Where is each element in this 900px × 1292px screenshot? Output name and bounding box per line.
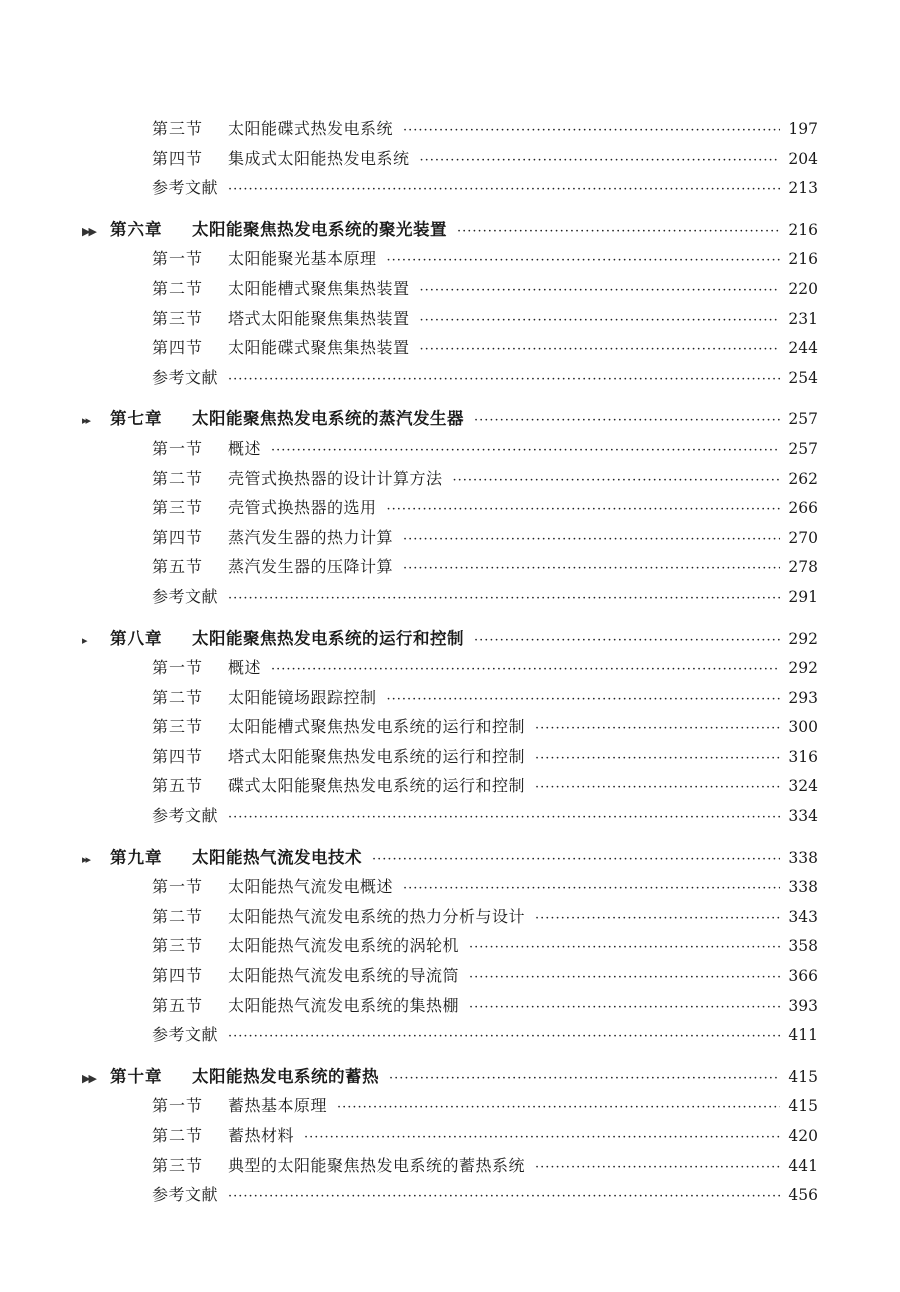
toc-entry-title: 概述 — [228, 658, 262, 678]
toc-references-row — [0, 801, 900, 831]
toc-entry-title: 太阳能聚焦热发电系统的运行和控制 — [192, 628, 464, 648]
toc-page-number: 324 — [788, 777, 818, 796]
toc-section-row — [0, 523, 900, 553]
dot-leader — [271, 436, 780, 466]
toc-chapter-row — [0, 404, 900, 434]
toc-section-row — [0, 653, 900, 683]
dot-leader — [474, 406, 780, 436]
toc-page-number: 338 — [788, 848, 818, 867]
toc-section-row — [0, 771, 900, 801]
dot-leader — [271, 655, 780, 685]
toc-references-row — [0, 363, 900, 393]
toc-entry-title: 太阳能槽式聚焦集热装置 — [228, 278, 410, 298]
dot-leader — [420, 146, 780, 176]
dot-leader — [304, 1123, 780, 1153]
toc-entry-number: 第二节 — [152, 687, 204, 707]
toc-page-number: 393 — [788, 996, 818, 1015]
dot-leader — [453, 466, 780, 496]
toc-entry-title: 典型的太阳能聚焦热发电系统的蓄热系统 — [228, 1155, 526, 1175]
toc-page-number: 343 — [788, 907, 818, 926]
dot-leader — [228, 1182, 780, 1212]
toc-entry-title: 集成式太阳能热发电系统 — [228, 148, 410, 168]
toc-section-row — [0, 274, 900, 304]
dot-leader — [420, 276, 780, 306]
dot-leader — [337, 1093, 780, 1123]
toc-page-number: 216 — [788, 250, 818, 269]
toc-page-number: 358 — [788, 937, 818, 956]
dot-leader — [387, 685, 780, 715]
toc-section-row — [0, 144, 900, 174]
toc-page-number: 216 — [788, 220, 818, 239]
toc-references-row — [0, 1180, 900, 1210]
toc-section-row — [0, 114, 900, 144]
toc-section-row — [0, 333, 900, 363]
chapter-arrow-icon: ▸▸ — [82, 852, 90, 866]
toc-entry-number: 第五节 — [152, 776, 204, 796]
toc-section-row — [0, 683, 900, 713]
toc-entry-title: 蒸汽发生器的压降计算 — [228, 557, 394, 577]
toc-entry-number: 第一节 — [152, 249, 204, 269]
toc-entry-number: 第三节 — [152, 717, 204, 737]
toc-page-number: 415 — [788, 1067, 818, 1086]
dot-leader — [228, 1022, 780, 1052]
toc-entry-number: 第一节 — [152, 877, 204, 897]
toc-section-row — [0, 872, 900, 902]
toc-entry-title: 太阳能热气流发电概述 — [228, 877, 394, 897]
dot-leader — [403, 554, 780, 584]
toc-section-row — [0, 991, 900, 1021]
toc-entry-number: 第二节 — [152, 1126, 204, 1145]
dot-leader — [535, 714, 780, 744]
dot-leader — [469, 993, 780, 1023]
toc-entry-title: 参考文献 — [152, 178, 219, 198]
toc-entry-title: 参考文献 — [152, 806, 219, 826]
toc-page-number: 292 — [788, 659, 818, 678]
toc-entry-title: 塔式太阳能聚焦集热装置 — [228, 308, 410, 328]
toc-entry-number: 第四节 — [152, 338, 204, 358]
toc-page-number: 197 — [788, 120, 818, 138]
toc-entry-title: 概述 — [228, 438, 262, 458]
toc-entry-number: 第六章 — [110, 219, 163, 239]
toc-page-number: 411 — [788, 1026, 818, 1045]
toc-page-number: 220 — [788, 279, 818, 298]
toc-entry-title: 太阳能聚焦热发电系统的聚光装置 — [192, 219, 447, 239]
toc-page-number: 292 — [788, 629, 818, 648]
toc-page-number: 420 — [788, 1127, 818, 1145]
dot-leader — [420, 306, 780, 336]
toc-page-number: 244 — [788, 339, 818, 358]
dot-leader — [474, 626, 780, 656]
dot-leader — [387, 246, 780, 276]
toc-chapter-row — [0, 624, 900, 654]
dot-leader — [403, 525, 780, 555]
dot-leader — [389, 1064, 780, 1094]
toc-page-number: 278 — [788, 558, 818, 577]
toc-entry-title: 太阳能热气流发电系统的集热棚 — [228, 995, 460, 1015]
toc-page-number: 415 — [788, 1097, 818, 1116]
toc-section-row — [0, 742, 900, 772]
toc-section-row — [0, 464, 900, 494]
toc-entry-title: 参考文献 — [152, 586, 219, 606]
toc-page-number: 441 — [788, 1156, 818, 1175]
dot-leader — [387, 495, 780, 525]
chapter-arrow-icon: ▶▶ — [82, 1071, 95, 1085]
toc-entry-number: 第三节 — [152, 119, 204, 138]
toc-page-number: 254 — [788, 368, 818, 387]
toc-page-number: 257 — [788, 410, 818, 429]
toc-entry-title: 太阳能碟式热发电系统 — [228, 119, 394, 138]
toc-entry-number: 第四节 — [152, 148, 204, 168]
toc-entry-number: 第三节 — [152, 498, 204, 518]
toc-entry-number: 第五节 — [152, 557, 204, 577]
toc-page-number: 270 — [788, 528, 818, 547]
dot-leader — [535, 773, 780, 803]
toc-page-number: 291 — [788, 587, 818, 606]
toc-section-row — [0, 902, 900, 932]
toc-section-row — [0, 304, 900, 334]
dot-leader — [403, 874, 780, 904]
toc-entry-title: 太阳能热发电系统的蓄热 — [192, 1066, 379, 1086]
toc-page-number: 293 — [788, 688, 818, 707]
chapter-arrow-icon: ▸▸ — [82, 414, 90, 428]
toc-page-number: 231 — [788, 309, 818, 328]
toc-entry-title: 壳管式换热器的选用 — [228, 498, 377, 518]
toc-entry-title: 太阳能热气流发电系统的涡轮机 — [228, 936, 460, 956]
toc-entry-number: 第三节 — [152, 936, 204, 956]
toc-entry-number: 第一节 — [152, 658, 204, 678]
toc-entry-number: 第一节 — [152, 438, 204, 458]
toc-entry-number: 第五节 — [152, 995, 204, 1015]
toc-entry-title: 蒸汽发生器的热力计算 — [228, 527, 394, 547]
toc-entry-number: 第三节 — [152, 308, 204, 328]
dot-leader — [535, 904, 780, 934]
table-of-contents — [0, 114, 900, 1210]
toc-page-number: 338 — [788, 878, 818, 897]
toc-page-number: 266 — [788, 499, 818, 518]
toc-entry-title: 太阳能聚焦热发电系统的蒸汽发生器 — [192, 409, 464, 429]
toc-references-row — [0, 582, 900, 612]
toc-entry-number: 第七章 — [110, 409, 163, 429]
toc-entry-number: 第三节 — [152, 1155, 204, 1175]
toc-section-row — [0, 493, 900, 523]
toc-section-row — [0, 931, 900, 961]
toc-entry-title: 太阳能热气流发电技术 — [192, 847, 362, 867]
dot-leader — [469, 933, 780, 963]
dot-leader — [228, 803, 780, 833]
toc-entry-title: 太阳能热气流发电系统的热力分析与设计 — [228, 906, 526, 926]
toc-entry-number: 第二节 — [152, 278, 204, 298]
dot-leader — [228, 584, 780, 614]
toc-page-number: 366 — [788, 967, 818, 986]
toc-entry-number: 第十章 — [110, 1066, 163, 1086]
toc-page-number: 262 — [788, 469, 818, 488]
toc-entry-title: 壳管式换热器的设计计算方法 — [228, 468, 443, 488]
toc-entry-title: 太阳能镜场跟踪控制 — [228, 687, 377, 707]
toc-section-row — [0, 434, 900, 464]
toc-section-row — [0, 552, 900, 582]
dot-leader — [535, 744, 780, 774]
toc-entry-title: 太阳能碟式聚焦集热装置 — [228, 338, 410, 358]
toc-entry-number: 第四节 — [152, 966, 204, 986]
toc-entry-title: 参考文献 — [152, 367, 219, 387]
toc-entry-title: 碟式太阳能聚焦热发电系统的运行和控制 — [228, 776, 526, 796]
toc-page-number: 300 — [788, 718, 818, 737]
dot-leader — [469, 963, 780, 993]
toc-page-number: 456 — [788, 1186, 818, 1205]
dot-leader — [228, 365, 780, 395]
chapter-arrow-icon: ▸ — [82, 633, 86, 647]
toc-entry-title: 太阳能槽式聚焦热发电系统的运行和控制 — [228, 717, 526, 737]
toc-chapter-row — [0, 1062, 900, 1092]
toc-chapter-row — [0, 843, 900, 873]
chapter-arrow-icon: ▶▶ — [82, 224, 95, 238]
toc-page-number: 204 — [788, 149, 818, 168]
toc-section-row — [0, 1151, 900, 1181]
toc-entry-number: 第二节 — [152, 468, 204, 488]
dot-leader — [420, 335, 780, 365]
toc-entry-number: 第八章 — [110, 628, 163, 648]
toc-section-row — [0, 712, 900, 742]
dot-leader — [535, 1153, 780, 1183]
toc-entry-number: 第四节 — [152, 746, 204, 766]
toc-section-row — [0, 1121, 900, 1151]
toc-entry-title: 参考文献 — [152, 1185, 219, 1205]
dot-leader — [228, 175, 780, 205]
toc-page-number: 257 — [788, 439, 818, 458]
toc-entry-title: 蓄热材料 — [228, 1126, 295, 1145]
toc-section-row — [0, 244, 900, 274]
toc-page-number: 316 — [788, 747, 818, 766]
toc-entry-title: 塔式太阳能聚焦热发电系统的运行和控制 — [228, 746, 526, 766]
toc-section-row — [0, 1091, 900, 1121]
toc-entry-title: 参考文献 — [152, 1025, 219, 1045]
toc-entry-number: 第四节 — [152, 527, 204, 547]
dot-leader — [457, 217, 780, 247]
toc-entry-number: 第九章 — [110, 847, 163, 867]
toc-entry-title: 蓄热基本原理 — [228, 1096, 328, 1116]
toc-page-number: 334 — [788, 807, 818, 826]
toc-entry-number: 第一节 — [152, 1096, 204, 1116]
toc-entry-title: 太阳能热气流发电系统的导流筒 — [228, 966, 460, 986]
toc-references-row — [0, 1020, 900, 1050]
dot-leader — [403, 116, 780, 146]
toc-entry-number: 第二节 — [152, 906, 204, 926]
dot-leader — [372, 845, 780, 875]
toc-references-row — [0, 173, 900, 203]
toc-entry-title: 太阳能聚光基本原理 — [228, 249, 377, 269]
toc-section-row — [0, 961, 900, 991]
toc-page-number: 213 — [788, 179, 818, 198]
toc-chapter-row — [0, 215, 900, 245]
